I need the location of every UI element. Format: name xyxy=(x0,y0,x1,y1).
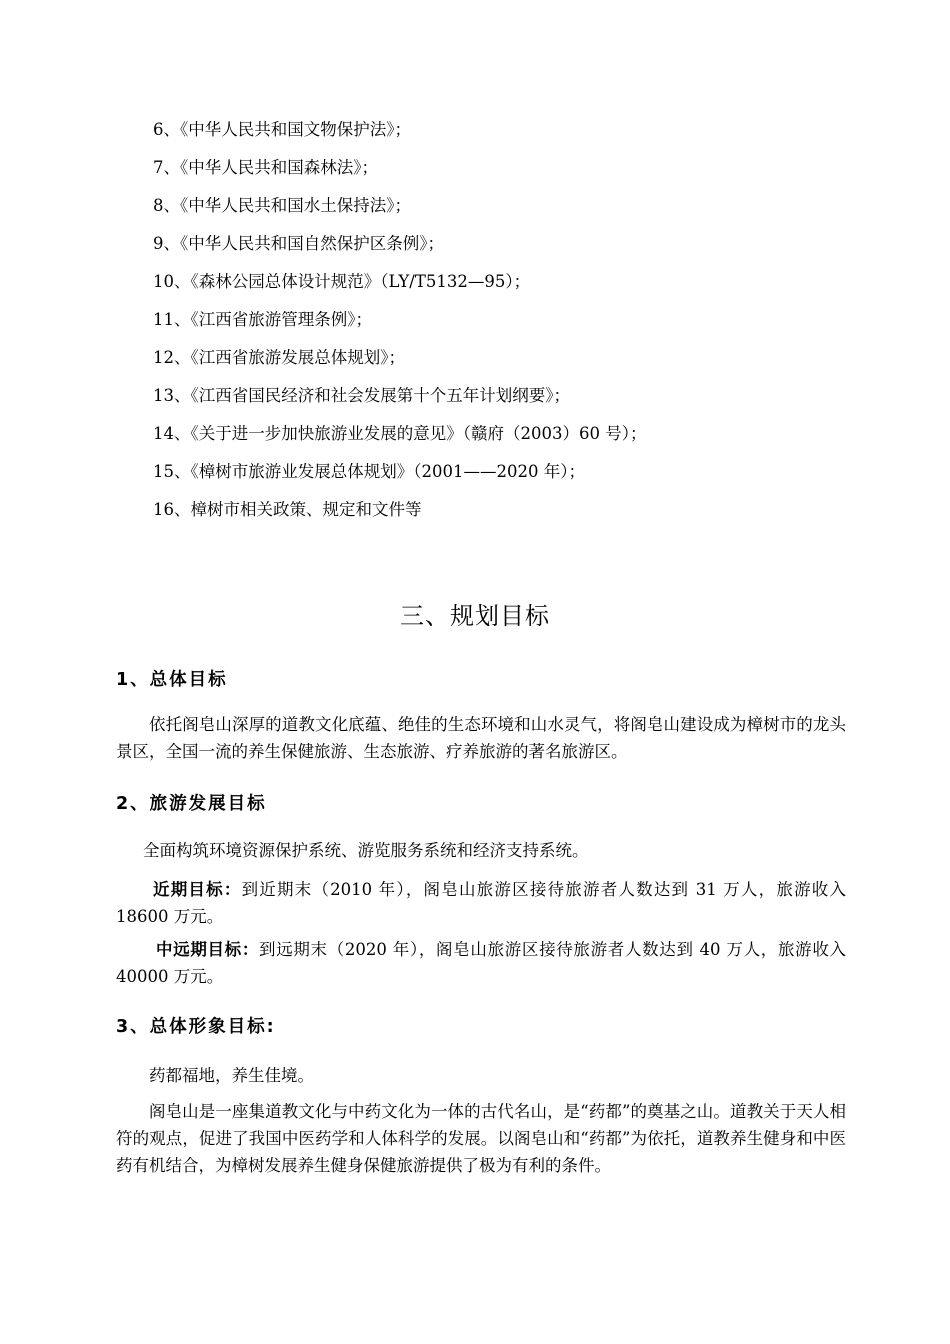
reference-item: 8、《中华人民共和国水土保持法》； xyxy=(153,196,411,215)
reference-item: 13、《江西省国民经济和社会发展第十个五年计划纲要》； xyxy=(153,386,570,405)
reference-item: 7、《中华人民共和国森林法》； xyxy=(153,158,378,177)
mid-term-label: 中远期目标： xyxy=(156,940,260,959)
mid-term-goal xyxy=(116,936,846,990)
tourism-goal-intro: 全面构筑环境资源保护系统、游览服务系统和经济支持系统。 xyxy=(143,841,589,860)
near-term-label: 近期目标： xyxy=(153,880,242,899)
reference-item: 10、《森林公园总体设计规范》（LY/T5132—95）； xyxy=(153,272,531,291)
near-term-goal xyxy=(116,876,846,930)
reference-item: 14、《关于进一步加快旅游业发展的意见》（赣府（2003）60 号）； xyxy=(153,424,647,443)
reference-item: 12、《江西省旅游发展总体规划》； xyxy=(153,348,405,367)
reference-item: 16、樟树市相关政策、规定和文件等 xyxy=(153,500,422,519)
image-slogan: 药都福地，养生佳境。 xyxy=(149,1066,314,1085)
heading-tourism-goal: 2、旅游发展目标 xyxy=(116,794,267,814)
reference-item: 11、《江西省旅游管理条例》； xyxy=(153,310,372,329)
overall-goal-text: 依托阁皂山深厚的道教文化底蕴、绝佳的生态环境和山水灵气，将阁皂山建设成为樟树市的龙头景区，全国一流的养生保健旅游、生态旅游、疗养旅游的著名旅游区。 xyxy=(116,715,846,761)
heading-image-goal: 3、总体形象目标: xyxy=(116,1017,276,1037)
near-term-text: 到近期末（2010 年），阁皂山旅游区接待旅游者人数达到 31 万人，旅游收入 18600 万元。 xyxy=(116,880,846,926)
reference-item: 6、《中华人民共和国文物保护法》； xyxy=(153,120,411,139)
heading-overall-goal: 1、总体目标 xyxy=(116,670,228,690)
reference-item: 15、《樟树市旅游业发展总体规划》（2001——2020 年）； xyxy=(153,462,585,481)
reference-item: 9、《中华人民共和国自然保护区条例》； xyxy=(153,234,444,253)
image-goal-text: 阁皂山是一座集道教文化与中药文化为一体的古代名山，是“药都”的奠基之山。道教关于天人相符的观点，促进了我国中医药学和人体科学的发展。以阁皂山和“药都”为依托，道教养生健身和中医药有机结合，为樟树发展养生健身保健旅游提供了极为有利的条件。 xyxy=(116,1102,846,1175)
reference-list xyxy=(153,118,646,536)
section-title: 三、规划目标 xyxy=(400,602,550,630)
mid-term-text: 到远期末（2020 年），阁皂山旅游区接待旅游者人数达到 40 万人，旅游收入 40000 万元。 xyxy=(116,940,846,986)
